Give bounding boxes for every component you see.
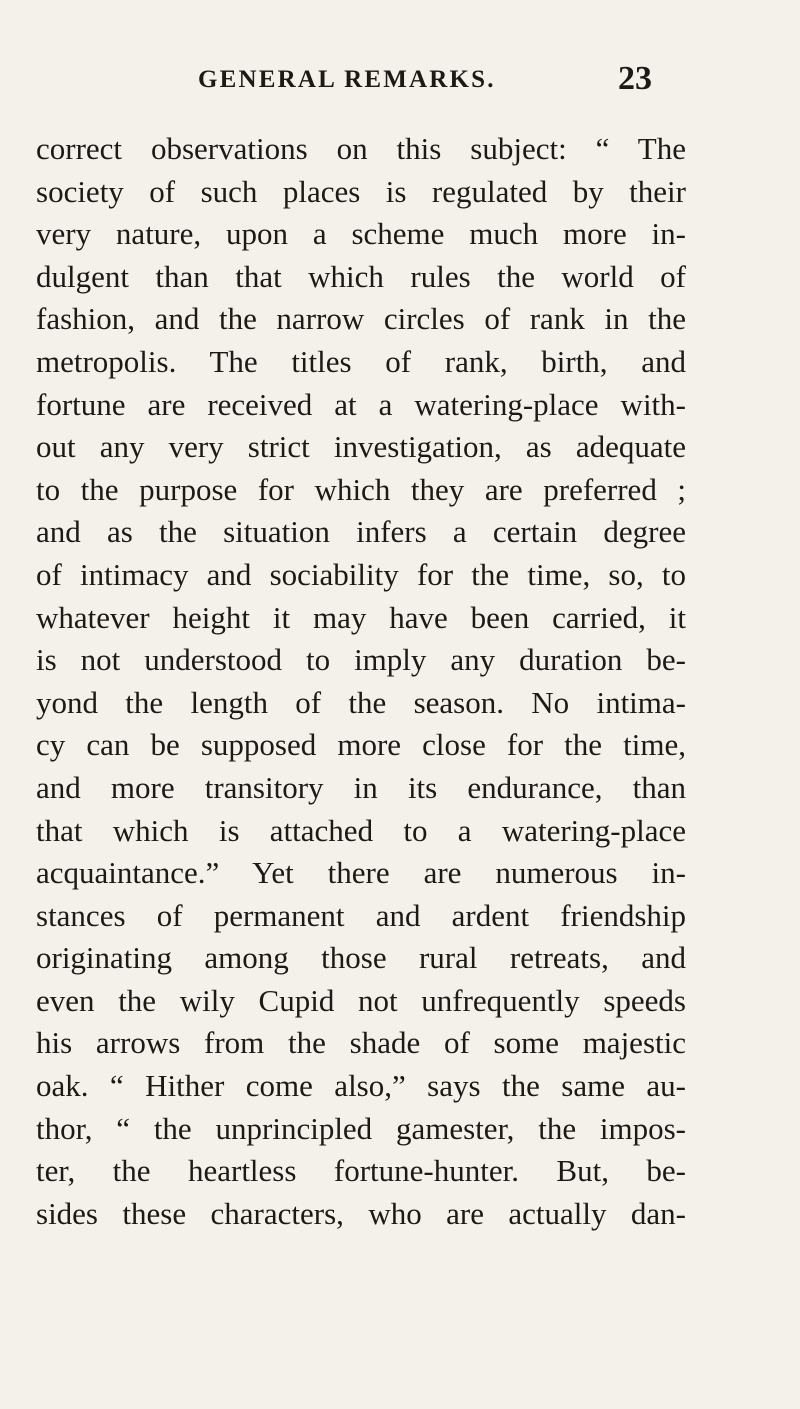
text-line: ter, the heartless fortune-hunter. But, be- [36, 1153, 686, 1189]
text-line: of intimacy and sociability for the time, so, to [36, 556, 686, 592]
running-head [0, 60, 800, 100]
text-line: to the purpose for which they are preferred ; [36, 471, 686, 507]
text-line: originating among those rural retreats, and [36, 940, 686, 976]
text-line: and as the situation infers a certain degree [36, 514, 686, 550]
text-line: whatever height it may have been carried, it [36, 599, 686, 635]
body-text [36, 128, 686, 1235]
text-line: is not understood to imply any duration be- [36, 642, 686, 678]
text-line: fashion, and the narrow circles of rank in the [36, 301, 686, 337]
running-head-title: GENERAL REMARKS. [198, 66, 496, 93]
text-line: stances of permanent and ardent friendship [36, 897, 686, 933]
text-line: sides these characters, who are actually dan- [36, 1195, 686, 1231]
text-line: acquaintance.” Yet there are numerous in- [36, 855, 686, 891]
text-line: metropolis. The titles of rank, birth, and [36, 343, 686, 379]
text-line: thor, “ the unprincipled gamester, the impos- [36, 1110, 686, 1146]
text-line: that which is attached to a watering-place [36, 812, 686, 848]
text-line: dulgent than that which rules the world of [36, 258, 686, 294]
text-line: cy can be supposed more close for the time, [36, 727, 686, 763]
text-line: oak. “ Hither come also,” says the same au- [36, 1068, 686, 1104]
text-line: even the wily Cupid not unfrequently speeds [36, 982, 686, 1018]
text-line: fortune are received at a watering-place with- [36, 386, 686, 422]
text-line: out any very strict investigation, as adequate [36, 429, 686, 465]
text-line: correct observations on this subject: “ The [36, 131, 686, 166]
text-line: society of such places is regulated by their [36, 173, 686, 209]
text-line: yond the length of the season. No intima- [36, 684, 686, 720]
text-line: his arrows from the shade of some majestic [36, 1025, 686, 1061]
text-line: and more transitory in its endurance, than [36, 769, 686, 805]
text-line: very nature, upon a scheme much more in- [36, 216, 686, 252]
page-number: 23 [618, 60, 652, 97]
